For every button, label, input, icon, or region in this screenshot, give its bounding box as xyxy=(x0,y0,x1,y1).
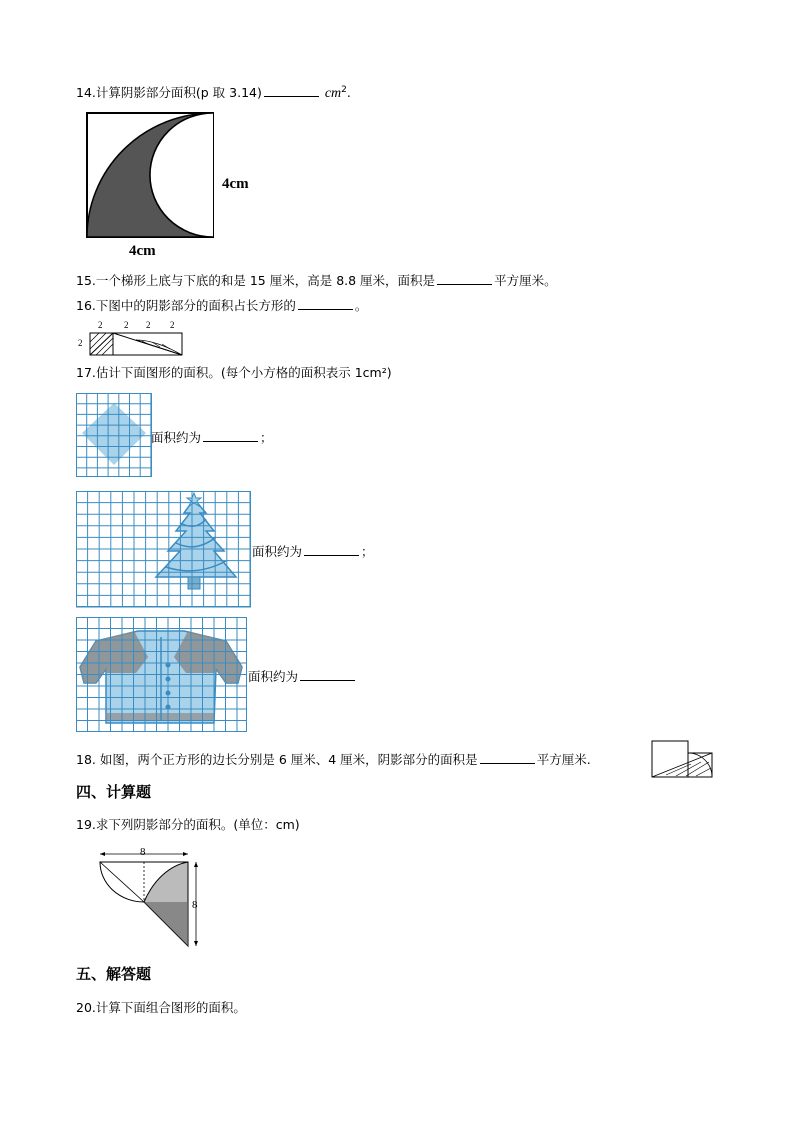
q16-top-label: 2 xyxy=(124,320,129,330)
q16-top-label: 2 xyxy=(98,320,103,330)
q14-text: 14.计算阴影部分面积(p 取 3.14) $cm^2$. xyxy=(76,85,351,102)
q18-answer-blank[interactable] xyxy=(480,751,535,764)
q17-area1: 面积约为 ； xyxy=(151,430,273,445)
q19-label-right: 8 xyxy=(192,899,198,911)
q18-text: 18. 如图，两个正方形的边长分别是 6 厘米、4 厘米，阴影部分的面积是 平方厘米. xyxy=(76,752,591,767)
q16-rectangle-figure xyxy=(76,318,186,360)
section-4-heading: 四、计算题 xyxy=(76,783,152,801)
q17-area2-blank[interactable] xyxy=(304,543,359,556)
q18-two-squares-figure xyxy=(651,740,715,778)
q14-label-bottom: 4cm xyxy=(129,243,156,259)
q14-crescent-figure xyxy=(86,112,214,238)
q15-text: 15.一个梯形上底与下底的和是 15 厘米，高是 8.8 厘米，面积是 平方厘米。 xyxy=(76,273,557,288)
q17-area3: 面积约为 xyxy=(248,668,357,685)
q19-figure xyxy=(96,846,206,954)
q19-label-top: 8 xyxy=(140,846,146,858)
q17-grid-diamond xyxy=(76,393,152,477)
q17-area1-blank[interactable] xyxy=(203,429,258,442)
q17-area2: 面积约为 ； xyxy=(252,544,374,559)
q17-text: 17.估计下面图形的面积。(每个小方格的面积表示 1cm²) xyxy=(76,365,392,380)
q14-answer-blank[interactable] xyxy=(264,84,319,97)
q16-top-label: 2 xyxy=(170,320,175,330)
q16-side-label: 2 xyxy=(78,338,83,348)
q17-grid-jacket xyxy=(76,617,247,732)
q16-text: 16.下图中的阴影部分的面积占长方形的 。 xyxy=(76,298,368,313)
q14-label-right: 4cm xyxy=(222,176,249,192)
section-5-heading: 五、解答题 xyxy=(76,965,152,983)
q17-grid-tree xyxy=(76,491,251,607)
q16-top-label: 2 xyxy=(146,320,151,330)
q19-text: 19.求下列阴影部分的面积。(单位：cm) xyxy=(76,817,300,832)
q16-answer-blank[interactable] xyxy=(298,297,353,310)
q15-answer-blank[interactable] xyxy=(437,272,492,285)
q17-area3-blank[interactable] xyxy=(300,668,355,681)
q20-text: 20.计算下面组合图形的面积。 xyxy=(76,1000,246,1015)
